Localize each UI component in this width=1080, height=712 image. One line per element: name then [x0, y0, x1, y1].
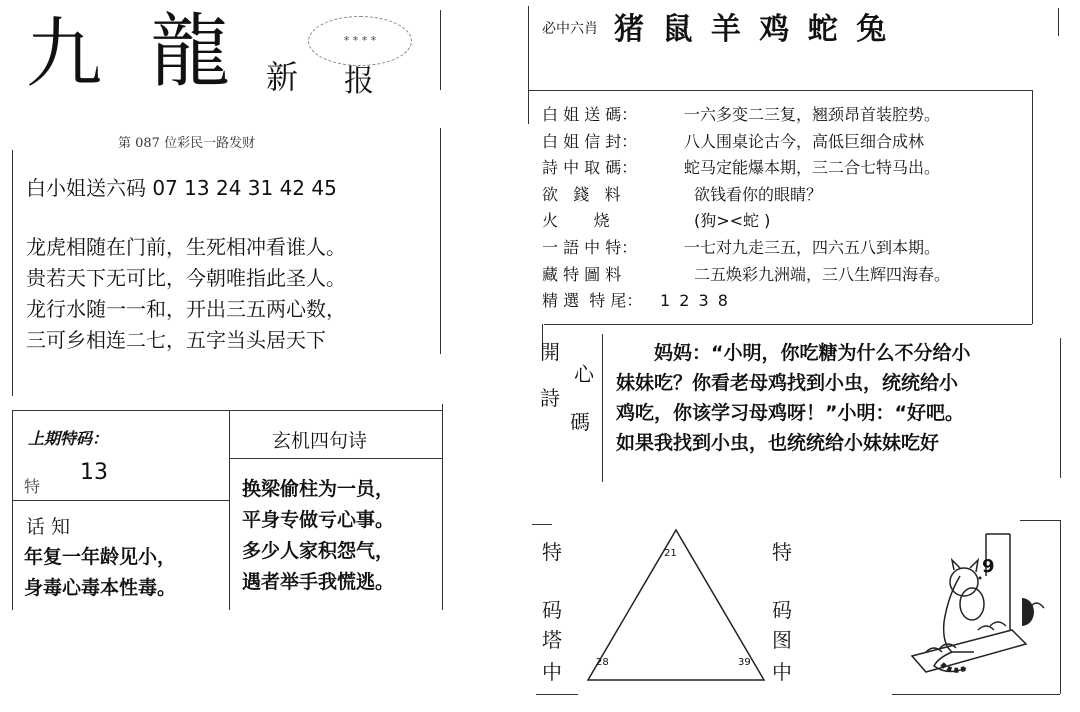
clue-label: 藏 特 圖 料	[542, 264, 622, 284]
tower-bottom-rule	[892, 694, 1060, 695]
clue-label: 精 選 特 尾：	[542, 291, 643, 311]
riddle-lines	[24, 542, 176, 604]
tower-top-right-rule	[1020, 520, 1060, 521]
triangle-number-top: 21	[664, 548, 677, 559]
special-box-bottom-rule	[12, 500, 229, 501]
riddle-line: 年复一年龄见小，	[24, 546, 177, 568]
clue-text: 八人围桌论古今，高低巨细合成林	[684, 131, 925, 151]
lower-right-rule	[442, 404, 443, 610]
tower-top-left-rule	[532, 524, 552, 525]
poem-line: 龙行水随一一和，开出三五两心数，	[26, 297, 346, 321]
kaixin-right-rule	[1060, 338, 1061, 478]
issue-line: 第 087 位彩民一路发财	[118, 136, 256, 151]
clue-label: 火 烧	[542, 211, 610, 231]
kaixin-story	[616, 338, 971, 458]
triangle-number-bottom-left: 28	[596, 657, 609, 668]
six-codes-text: 白小姐送六码 07 13 24 31 42 45	[26, 176, 337, 200]
xuanji-lines	[242, 474, 394, 598]
tower-left-char: 塔	[542, 628, 562, 652]
triangle-number-bottom-right: 39	[738, 657, 751, 668]
clue-row	[542, 235, 950, 262]
last-special-label: 上期特码：	[28, 429, 109, 448]
riddle-line: 身毒心毒本性毒。	[24, 577, 177, 599]
kaixin-side-kai: 開	[540, 340, 560, 364]
story-line: 如果我找到小虫，也统统给小妹妹吃好	[616, 432, 940, 454]
tower-left-char: 特	[542, 540, 562, 564]
poem-line: 贵若天下无可比，今朝唯指此圣人。	[26, 266, 346, 290]
header-left-rule	[528, 6, 529, 124]
clue-row	[542, 208, 950, 235]
zodiac-animals: 猪 鼠 羊 鸡 蛇 兔	[614, 12, 891, 47]
poem-line: 三可乡相连二七，五字当头居天下	[26, 328, 326, 352]
lower-mid-rule	[229, 410, 230, 610]
kaixin-side-shi: 詩	[540, 386, 560, 410]
picture-number-nine: 9	[982, 556, 995, 577]
masthead-right-rule	[440, 10, 441, 90]
clue-row	[542, 288, 950, 315]
clue-text: 一六多变二三复，翘颈昂首装腔势。	[684, 105, 941, 124]
stamp-text: * * * *	[343, 34, 377, 47]
poem-line: 龙虎相随在门前，生死相冲看谁人。	[26, 235, 346, 259]
cat-scale-picture	[894, 526, 1054, 682]
clue-text: 蛇马定能爆本期，三二合七特马出。	[684, 158, 941, 178]
clue-label: 白 姐 信 封：	[542, 131, 638, 151]
clue-row	[542, 262, 950, 289]
tower-right-rule	[1060, 520, 1061, 694]
riddle-title: 话 知	[26, 516, 71, 538]
clue-text: 二五焕彩九洲端，三八生辉四海春。	[694, 264, 951, 284]
tower-right-char: 码	[772, 598, 792, 622]
tower-left-char: 中	[542, 660, 562, 684]
last-special-te: 特	[24, 477, 41, 496]
masthead-stamp-oval	[308, 16, 412, 66]
zodiac-label: 必中六肖	[542, 21, 598, 37]
clue-text: 1 2 3 8	[660, 291, 730, 311]
tower-right-char: 特	[772, 540, 792, 564]
masthead-char-bao: 报	[344, 64, 374, 99]
clue-label: 一 語 中 特：	[542, 237, 638, 257]
xuanji-title-underline	[229, 458, 442, 459]
clue-row	[542, 102, 950, 129]
xuanji-line: 多少人家积怨气，	[242, 540, 395, 562]
left-box-right-rule	[440, 128, 441, 354]
clue-box-top-rule	[528, 90, 1032, 91]
xuanji-line: 平身专做亏心事。	[242, 509, 395, 531]
story-line: 妈妈：“小明，你吃糖为什么不分给小	[654, 342, 971, 364]
xuanji-line: 遇者举手我慌逃。	[242, 571, 395, 593]
kaixin-top-rule	[544, 324, 1032, 325]
clue-label: 詩 中 取 碼：	[542, 158, 638, 178]
clue-label: 欲 錢 料	[542, 184, 621, 204]
tower-bottom-left-rule	[536, 694, 578, 695]
right-page	[520, 0, 1080, 712]
masthead-char-xin: 新	[266, 58, 299, 96]
last-special-value: 13	[80, 460, 108, 485]
tower-right-char: 中	[772, 660, 792, 684]
four-line-poem	[26, 232, 346, 356]
story-line: 鸡吃，你该学习母鸡呀！”小明：“好吧。	[616, 402, 964, 424]
clue-list	[542, 102, 950, 315]
lower-left-rule	[12, 410, 13, 610]
lower-section-top-rule	[12, 410, 442, 411]
xuanji-line: 换梁偷柱为一员，	[242, 478, 395, 500]
clue-label: 白 姐 送 碼：	[542, 105, 638, 124]
left-box-left-rule	[12, 150, 13, 396]
xuanji-title: 玄机四句诗	[272, 430, 368, 452]
clue-text: (狗><蛇 )	[694, 211, 771, 231]
left-page	[0, 0, 450, 712]
clue-text: 一七对九走三五，四六五八到本期。	[684, 237, 941, 257]
tower-right-char: 图	[772, 628, 792, 652]
kaixin-side-xin: 心	[574, 362, 594, 386]
clue-box-right-rule	[1032, 90, 1033, 324]
clue-row	[542, 182, 950, 209]
clue-row	[542, 129, 950, 156]
clue-row	[542, 155, 950, 182]
header-right-rule	[1058, 8, 1059, 36]
clue-text: 欲钱看你的眼睛？	[694, 184, 823, 204]
kaixin-side-ma: 碼	[570, 410, 590, 434]
masthead-char-long: 龍	[150, 5, 230, 98]
kaixin-divider-rule	[602, 334, 603, 482]
masthead-char-jiu: 九	[26, 9, 102, 98]
story-line: 妹妹吃？你看老母鸡找到小虫，统统给小	[616, 372, 959, 394]
tower-left-char: 码	[542, 598, 562, 622]
